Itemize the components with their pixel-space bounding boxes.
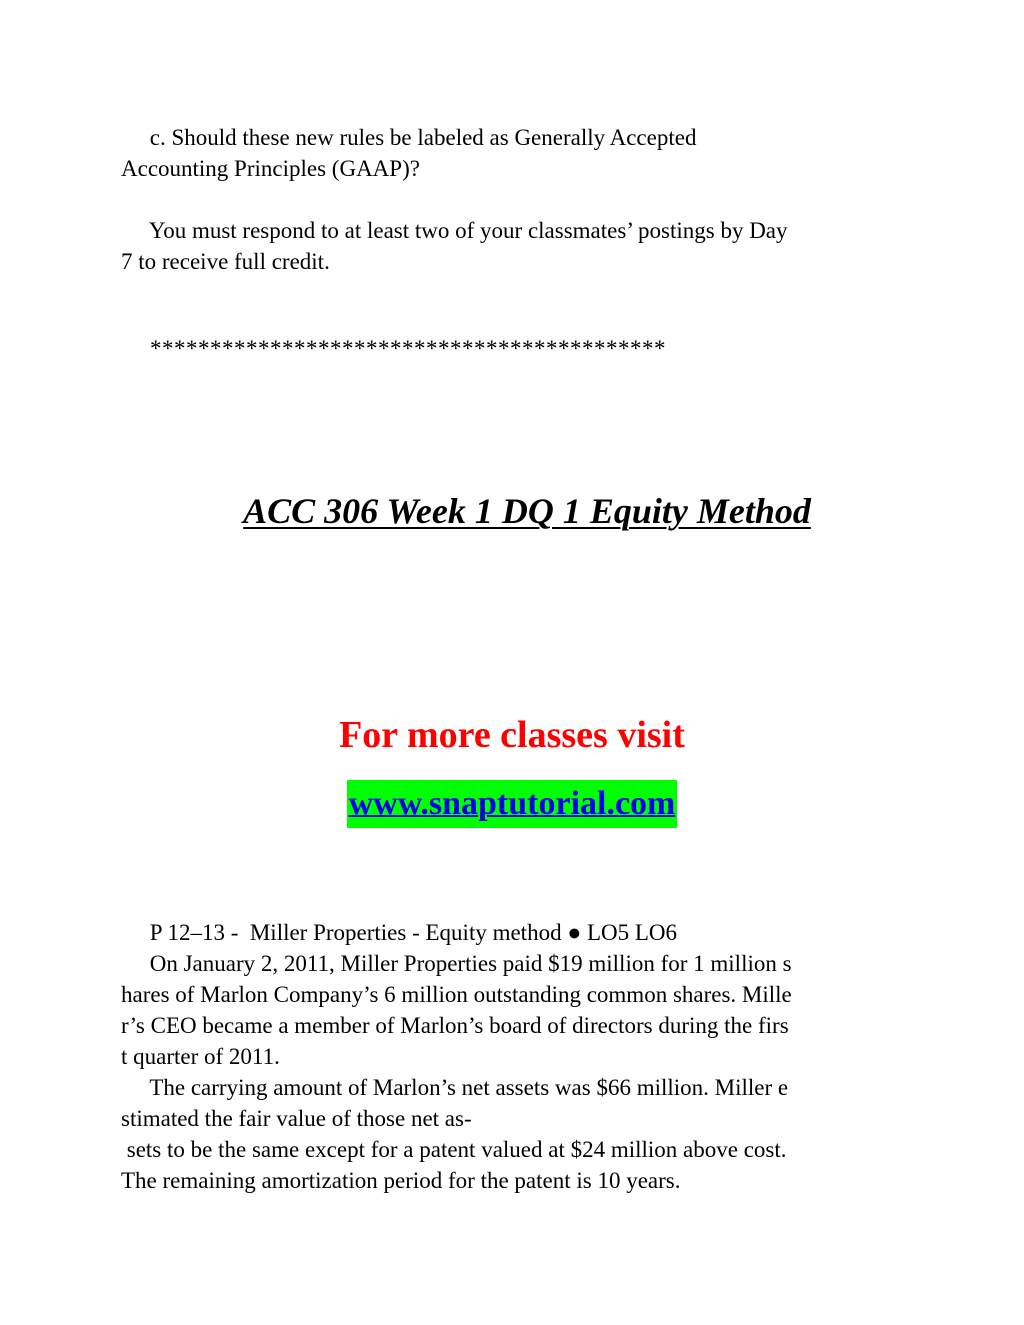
problem-line: t quarter of 2011. [121, 1044, 280, 1069]
problem-line: stimated the fair value of those net as- [121, 1106, 472, 1131]
problem-line: The remaining amortization period for the patent is 10 years. [121, 1168, 681, 1193]
problem-line: hares of Marlon Company’s 6 million outstanding common shares. Mille [121, 982, 792, 1007]
snaptutorial-link[interactable]: www.snaptutorial.com [347, 780, 678, 828]
problem-line: r’s CEO became a member of Marlon’s board of directors during the firs [121, 1013, 789, 1038]
problem-line: sets to be the same except for a patent valued at $24 million above cost. [121, 1137, 787, 1162]
problem-line: The carrying amount of Marlon’s net assets was $66 million. Miller e [121, 1075, 789, 1100]
question-c-line-2: Accounting Principles (GAAP)? [121, 156, 420, 181]
problem-line: On January 2, 2011, Miller Properties paid $19 million for 1 million s [121, 951, 792, 976]
question-c-line-1: c. Should these new rules be labeled as Generally Accepted [121, 125, 697, 150]
asterisk-divider: ******************************************* [150, 336, 666, 361]
response-note-line-1: You must respond to at least two of your classmates’ postings by Day [121, 218, 788, 243]
promo-visit-text: For more classes visit [339, 714, 685, 756]
page-heading: ACC 306 Week 1 DQ 1 Equity Method [243, 491, 811, 531]
problem-line: P 12–13 - Miller Properties - Equity method ● LO5 LO6 [121, 920, 678, 945]
promo-link-wrap [0, 780, 1024, 828]
response-note-line-2: 7 to receive full credit. [121, 249, 330, 274]
